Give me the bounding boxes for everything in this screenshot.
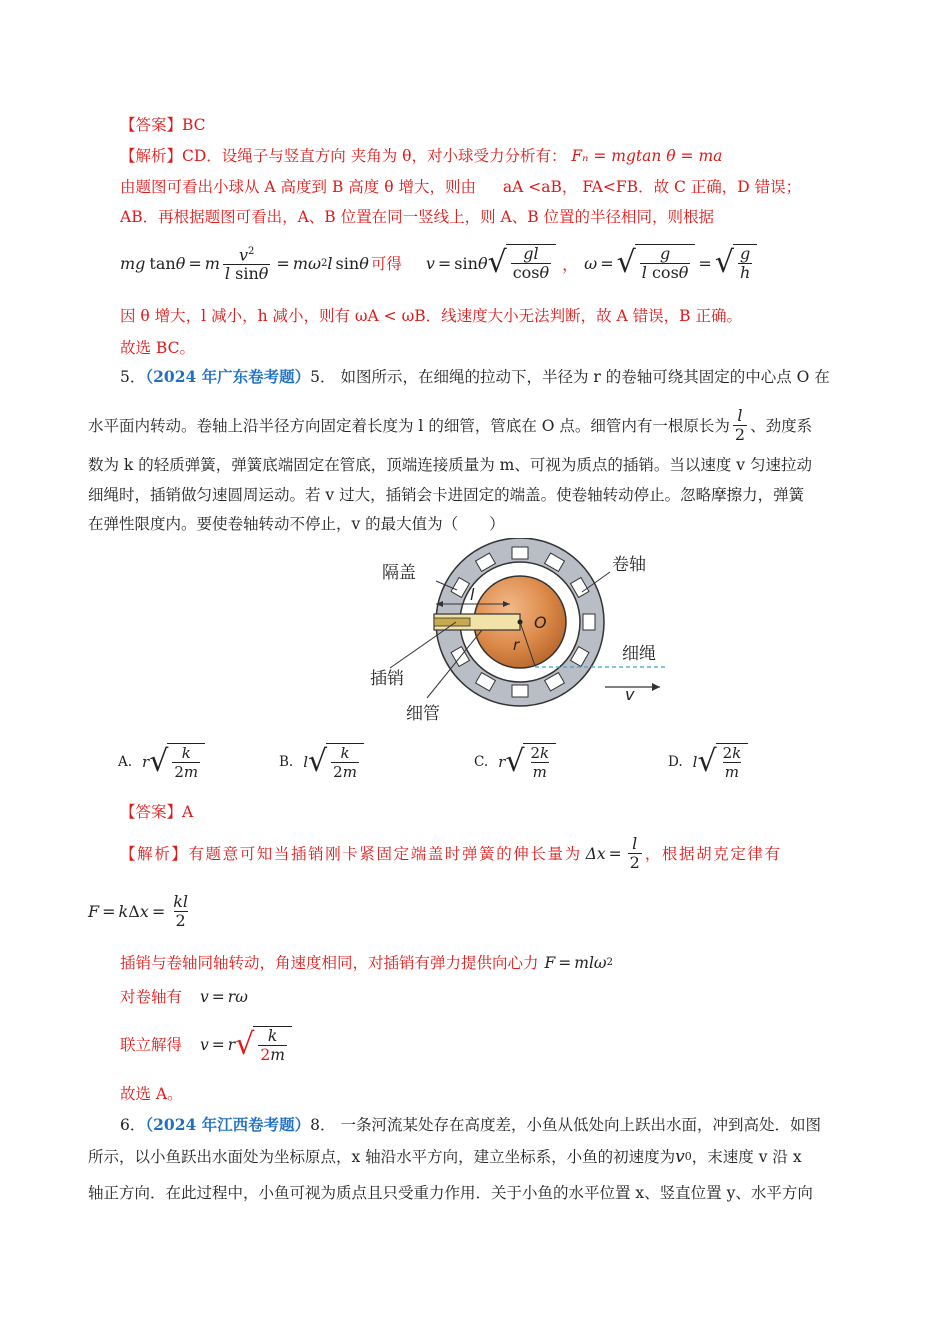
q5-conclusion: 故选 A。 xyxy=(120,1085,183,1103)
q6-line-2: 所示，以小鱼跃出水面处为坐标原点，x 轴沿水平方向，建立坐标系，小鱼的初速度为 v 0 ，末速度 v 沿 x xyxy=(88,1147,802,1167)
q4-analysis-line-3: AB．再根据题图可看出，A、B 位置在同一竖线上，则 A、B 位置的半径相同，则根据 xyxy=(120,208,715,226)
q5-option-d[interactable]: D. l √ $\frac{2k}{m}$ xyxy=(668,738,748,786)
q5-line-3: 数为 k 的轻质弹簧，弹簧底端固定在管底，顶端连接质量为 m、可视为质点的插销。当以速度 v 匀速拉动 xyxy=(88,456,812,474)
q5-analysis-line-3: 对卷轴有 v = rω xyxy=(120,988,248,1006)
q5-line-4: 细绳时，插销做匀速圆周运动。若 v 过大，插销会卡进固定的端盖。使卷轴转动停止。忽略摩擦力，弹簧 xyxy=(88,486,805,504)
label-tube: 细管 xyxy=(406,704,440,724)
q4-analysis-line-4: 因 θ 增大，l 减小，h 减小，则有 ωA < ωB．线速度大小无法判断，故 A 错误，B 正确。 xyxy=(120,307,742,325)
q5-answer: 【答案】A xyxy=(120,803,194,821)
q5-line-1: 5．（2024 年广东卷考题）5． 如图所示，在细绳的拉动下，半径为 r 的卷轴可绕其固定的中心点 O 在 xyxy=(120,367,830,386)
label-cover: 隔盖 xyxy=(382,563,416,583)
label-rope: 细绳 xyxy=(622,644,656,664)
q4-conclusion: 故选 BC。 xyxy=(120,339,195,357)
q5-option-b[interactable]: B. l √ $\frac{k}{2m}$ xyxy=(279,738,364,786)
label-v: v xyxy=(625,685,635,704)
q5-line-2: 水平面内转动。卷轴上沿半径方向固定着长度为 l 的细管，管底在 O 点。细管内有一根原长为 $\frac{l}{2}$ 、劲度系 xyxy=(88,406,813,444)
q4-answer: 【答案】BC xyxy=(120,116,206,134)
label-r: r xyxy=(513,636,520,654)
q4-equation: mg tan θ = m $\frac{v^2}{\text{l sinθ}}$ = mω 2 l sin θ 可得 v = sin θ √ $\frac{gl}{\cos\theta}$ ， ω = √ $\frac{g}{\text{l cosθ}}$ = √ $\frac{g}{h}$ xyxy=(120,238,757,288)
q5-option-a[interactable]: A. r √ $\frac{k}{2m}$ xyxy=(118,738,205,786)
q5-analysis-line-1: 【解析】有题意可知当插销刚卡紧固定端盖时弹簧的伸长量为 Δx = $\frac{l}{2}$ ，根据胡克定律有 xyxy=(120,834,782,872)
q6-line-1: 6．（2024 年江西卷考题）8． 一条河流某处存在高度差，小鱼从低处向上跃出水面，冲到高处．如图 xyxy=(120,1115,821,1134)
q4-analysis-line-1: 【解析】CD．设绳子与竖直方向 夹角为 θ，对小球受力分析有： Fₙ = mgtan θ = ma xyxy=(120,147,723,165)
q5-analysis-line-2: 插销与卷轴同轴转动，角速度相同，对插销有弹力提供向心力 F = mlω 2 xyxy=(120,954,613,972)
label-O: O xyxy=(534,613,547,632)
label-pin: 插销 xyxy=(370,669,404,689)
q5-analysis-line-4: 联立解得 v = r √ $\frac{k}{2m}$ xyxy=(120,1020,292,1070)
q4-analysis-line-2: 由题图可看出小球从 A 高度到 B 高度 θ 增大，则由 aA <aB， FA<FB．故 C 正确，D 错误； xyxy=(120,178,802,196)
q5-line-5: 在弹性限度内。要使卷轴转动不停止，v 的最大值为（ ） xyxy=(88,515,505,533)
q5-option-c[interactable]: C. r √ $\frac{2k}{m}$ xyxy=(474,738,556,786)
q5-figure-reel xyxy=(360,538,690,728)
q5-hooke-equation: F = k Δ x = $\frac{kl}{2}$ xyxy=(88,891,189,930)
label-reel: 卷轴 xyxy=(612,555,646,575)
q6-line-3: 轴正方向．在此过程中，小鱼可视为质点且只受重力作用．关于小鱼的水平位置 x、竖直位置 y、水平方向 xyxy=(88,1184,813,1202)
label-l: l xyxy=(470,585,475,604)
